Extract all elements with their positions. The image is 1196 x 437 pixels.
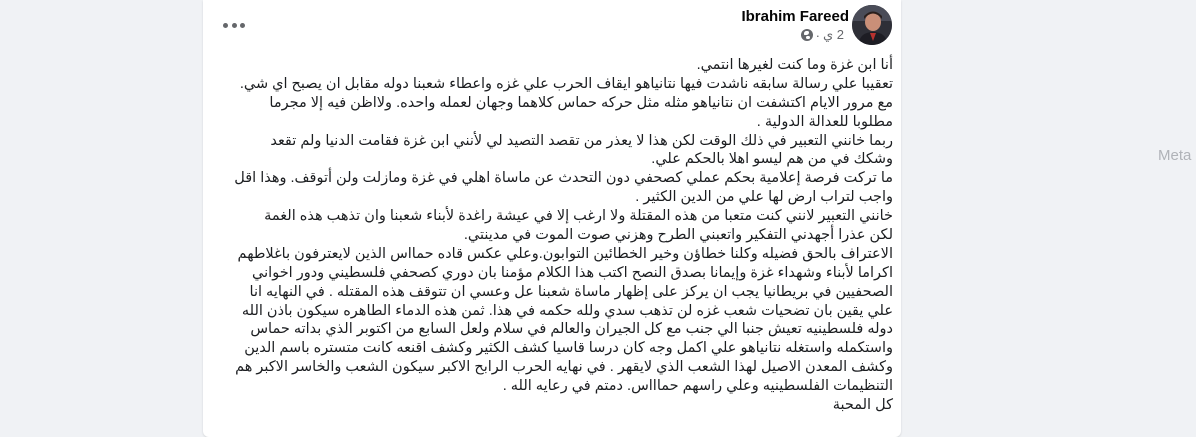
more-options-button[interactable]: [223, 18, 245, 32]
post-text-line: ربما خانني التعبير في ذلك الوقت لكن هذا لا يعذر من تقصد التصيد لي لأنني ابن غزة فقامت الدنيا ولم تقعد: [270, 132, 893, 149]
globe-icon[interactable]: [801, 29, 813, 41]
post-text-line: أنا ابن غزة وما كنت لغيرها انتمي.: [696, 57, 893, 73]
post-text-line: التنظيمات الفلسطينيه وعلي راسهم حماااس. دمتم في رعايه الله .: [502, 378, 893, 395]
author-name[interactable]: Ibrahim Fareed: [741, 8, 849, 25]
post-meta: [801, 27, 844, 43]
post-text-line: علي يقين بان تضحيات شعب غزه لن تذهب سدي ولله حكمه في هذا. ثمن هذه الدماء الطاهره سيكون باذن الله: [241, 302, 893, 319]
post-card: [203, 0, 901, 437]
post-text-line: ما تركت فرصة إعلامية بحكم عملي كصحفي دون التحدث عن ماساة اهلي في غزة ومازلت ولن أتوقف. وهذا اقل: [234, 170, 893, 187]
post-body: [209, 56, 893, 415]
post-text-line: الاعتراف بالحق فضيله وكلنا خطاؤن وخير الخطائين التوابون.وعلي عكس قاده حمااس الذين لايعترفون باغلاطهم: [237, 245, 893, 262]
post-text-line: كل المحبة: [832, 397, 893, 414]
post-text-line: وكشف المعدن الاصيل لهذا الشعب الذي لايقهر . في نهايه الحرب الرابح الاكبر سيكون الشعب والخاسر الاكبر هم: [235, 359, 893, 376]
post-text-line: مع مرور الايام اكتشفت ان نتانياهو مثله مثل حركه حماس كلاهما وجهان لعمله واحده. ولااظن فيه إلا مجرما: [269, 94, 893, 111]
post-text-line: واستكمله واستغله نتانياهو علي اكمل وجه كان درسا قاسيا كشف الكثير وكشف اقنعه كانت متستره باسم الدين: [244, 340, 893, 357]
post-text-line: مطلوبا للعدالة الدولية .: [756, 113, 893, 130]
post-text-line: دوله فلسطينيه تعيش جنبا الي جنب مع كل الجيران والعالم في سلام ولعل السابع من اكتوبر الذي بداته حماس: [250, 321, 893, 338]
dot-icon: [232, 23, 237, 28]
post-text-line: واجب لتراب ارض لها علي من الدين الكثير .: [635, 189, 893, 206]
dot-icon: [223, 23, 228, 28]
post-text-line: وشكك في من هم ليسو اهلا بالحكم علي.: [651, 151, 893, 168]
post-text-line: لكن عذرا أجهدني التفكير واتعبني الطرح وهزني صوت الموت في مدينتي.: [463, 227, 893, 244]
post-text-line: خانني التعبير لانني كنت متعبا من هذه المقتلة ولا ارغب إلا في عيشة راغدة لأبناء شعبنا وان تذهب هذه الغمة: [264, 208, 893, 225]
post-time[interactable]: 2 ي: [822, 27, 844, 42]
post-text-line: الصحفيين في بريطانيا يجب ان يركز على إظهار ماساة شعبنا عل وعسي ان تتوقف هذه المقتله . في النهايه انا: [249, 283, 893, 300]
post-text-line: تعقيبا علي رسالة سابقه ناشدت فيها نتانياهو ايقاف الحرب علي غزه واعطاء شعبنا دوله مقابل ان يصبح اي شي.: [239, 75, 893, 92]
dot-icon: [240, 23, 245, 28]
sidebar-meta-label: Meta: [1158, 147, 1192, 164]
post-text-line: اكراما لأبناء وشهداء غزة وإيمانا بصدق النصح اكتب هذا الكلام مؤمنا بان دوري كصحفي فلسطيني ودور اخواني: [252, 264, 893, 281]
separator: ·: [815, 27, 820, 43]
avatar[interactable]: [852, 5, 892, 45]
